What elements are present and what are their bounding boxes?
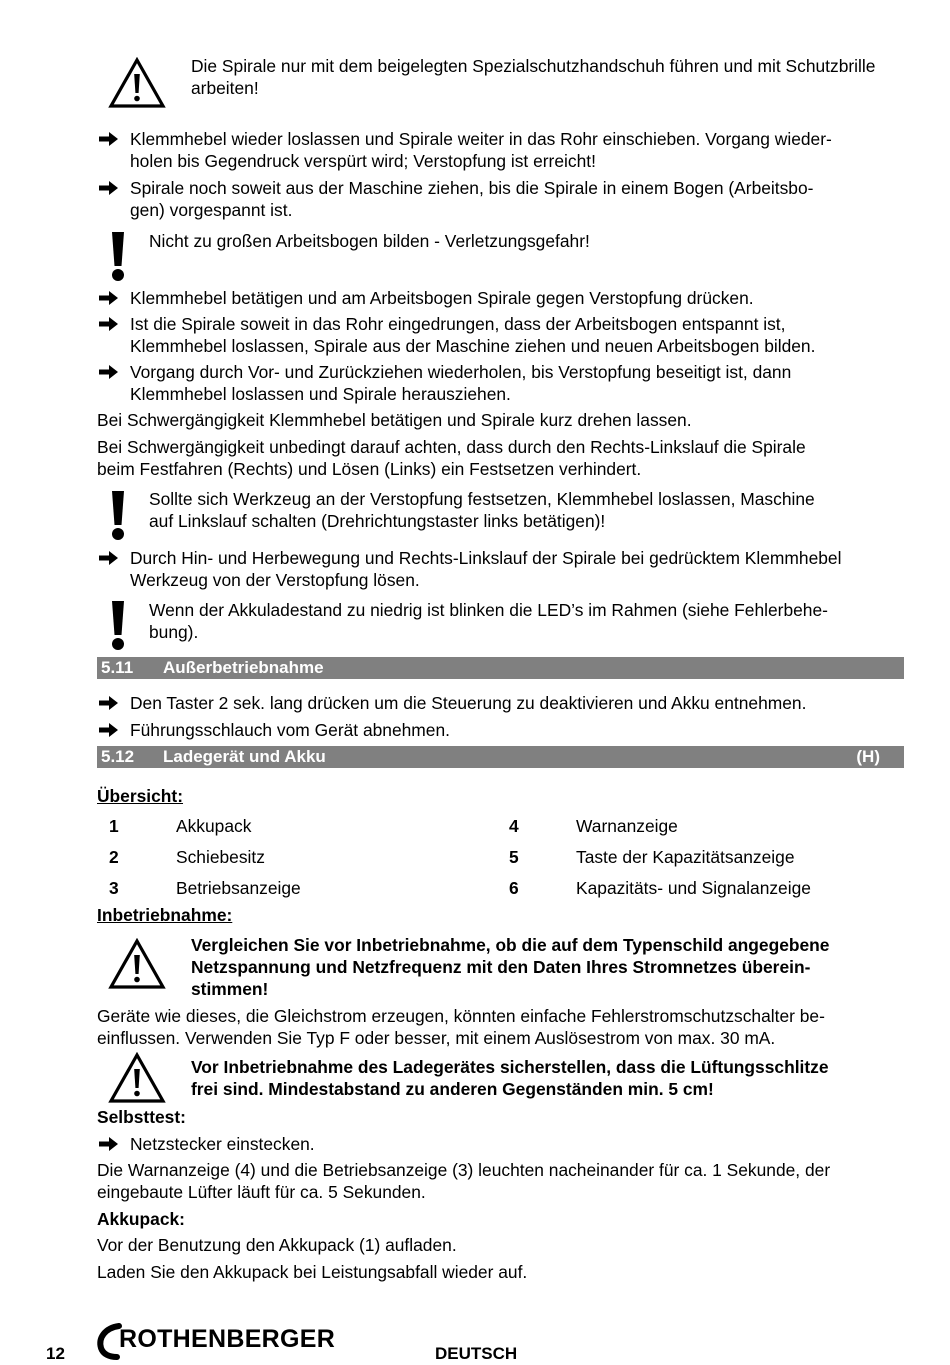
list-item-text: Durch Hin- und Herbewegung und Rechts-Linkslauf der Spirale bei gedrücktem Klemmhebel (130, 548, 842, 568)
overview-item-label: Taste der Kapazitätsanzeige (576, 847, 795, 867)
overview-item-label: Betriebsanzeige (176, 878, 301, 898)
section-heading-5-11 (97, 657, 904, 679)
note-text: Wenn der Akkuladestand zu niedrig ist blinken die LED’s im Rahmen (siehe Fehlerbehe- (149, 600, 828, 620)
list-item-text: Klemmhebel loslassen, Spirale aus der Maschine ziehen und neuen Arbeitsbogen bilden. (130, 336, 816, 356)
arrow-right-icon (97, 361, 121, 383)
list-item-text: Den Taster 2 sek. lang drücken um die Steuerung zu deaktivieren und Akku entnehmen. (130, 693, 807, 713)
arrow-right-icon (97, 719, 121, 741)
list-item (97, 547, 907, 591)
exclamation-icon (108, 230, 128, 282)
note-text: auf Linkslauf schalten (Drehrichtungstaster links betätigen)! (149, 511, 606, 531)
list-item (97, 287, 907, 309)
list-item-text: Werkzeug von der Verstopfung lösen. (130, 570, 420, 590)
paragraph: Bei Schwergängigkeit Klemmhebel betätigen und Spirale kurz drehen lassen. (97, 410, 692, 430)
akkupack-heading: Akkupack: (97, 1209, 185, 1229)
warning-text: Vergleichen Sie vor Inbetriebnahme, ob die auf dem Typenschild angegebene (191, 935, 830, 955)
arrow-right-icon (97, 547, 121, 569)
arrow-right-icon (97, 287, 121, 309)
warning-triangle-icon (108, 1052, 166, 1104)
list-item (97, 313, 907, 357)
note-text: Sollte sich Werkzeug an der Verstopfung festsetzen, Klemmhebel loslassen, Maschine (149, 489, 815, 509)
list-item-text: gen) vorgespannt ist. (130, 200, 293, 220)
list-item (97, 719, 907, 741)
paragraph-line: Geräte wie dieses, die Gleichstrom erzeugen, könnten einfache Fehlerstromschutzschalter be- (97, 1006, 825, 1026)
note-text: Nicht zu großen Arbeitsbogen bilden - Verletzungsgefahr! (149, 231, 590, 251)
overview-item-label: Warnanzeige (576, 816, 678, 836)
arrow-right-icon (97, 1133, 121, 1155)
section-title: Außerbetriebnahme (163, 658, 324, 677)
arrow-right-icon (97, 128, 121, 150)
exclamation-icon (108, 489, 128, 541)
brand-name: ROTHENBERGER (119, 1325, 336, 1353)
note-text: bung). (149, 622, 199, 642)
overview-item-number: 4 (509, 816, 519, 836)
page-number: 12 (46, 1344, 65, 1363)
exclamation-icon (108, 599, 128, 651)
overview-item-number: 6 (509, 878, 519, 898)
overview-item-number: 1 (109, 816, 119, 836)
list-item-text: Ist die Spirale soweit in das Rohr eingedrungen, dass der Arbeitsbogen entspannt ist, (130, 314, 786, 334)
paragraph-line: Die Warnanzeige (4) und die Betriebsanzeige (3) leuchten nacheinander für ca. 1 Sekunde, der (97, 1160, 831, 1180)
overview-heading: Übersicht: (97, 786, 184, 806)
section-code: (H) (856, 747, 880, 766)
selbsttest-heading: Selbsttest: (97, 1107, 186, 1127)
overview-item-label: Akkupack (176, 816, 252, 836)
warning-text: frei sind. Mindestabstand zu anderen Gegenständen min. 5 cm! (191, 1079, 714, 1099)
list-item-text: Spirale noch soweit aus der Maschine ziehen, bis die Spirale in einem Bogen (Arbeitsbo- (130, 178, 814, 198)
list-item-text: Führungsschlauch vom Gerät abnehmen. (130, 720, 450, 740)
list-item-text: holen bis Gegendruck verspürt wird; Verstopfung ist erreicht! (130, 151, 596, 171)
paragraph-line: Bei Schwergängigkeit unbedingt darauf achten, dass durch den Rechts-Linkslauf die Spirale (97, 437, 806, 457)
section-number: 5.12 (101, 747, 135, 766)
overview-item-number: 3 (109, 878, 119, 898)
list-item (97, 1133, 907, 1155)
arrow-right-icon (97, 177, 121, 199)
overview-item-label: Schiebesitz (176, 847, 265, 867)
section-number: 5.11 (101, 658, 134, 677)
paragraph: Vor der Benutzung den Akkupack (1) aufladen. (97, 1235, 457, 1255)
overview-item-number: 5 (509, 847, 519, 867)
list-item (97, 128, 907, 172)
list-item-text: Klemmhebel loslassen und Spirale herausziehen. (130, 384, 511, 404)
warning-text: Netzspannung und Netzfrequenz mit den Daten Ihres Stromnetzes überein- (191, 957, 811, 977)
brand-logo (95, 1322, 355, 1360)
list-item-text: Klemmhebel wieder loslassen und Spirale weiter in das Rohr einschieben. Vorgang wieder- (130, 129, 832, 149)
warning-text: Vor Inbetriebnahme des Ladegerätes sicherstellen, dass die Lüftungsschlitze (191, 1057, 829, 1077)
section-title: Ladegerät und Akku (163, 747, 326, 766)
language-label: DEUTSCH (435, 1344, 518, 1363)
arrow-right-icon (97, 692, 121, 714)
list-item (97, 692, 907, 714)
section-heading-5-12 (97, 746, 904, 768)
paragraph: Laden Sie den Akkupack bei Leistungsabfall wieder auf. (97, 1262, 528, 1282)
inbetriebnahme-heading: Inbetriebnahme: (97, 905, 233, 925)
paragraph-line: eingebaute Lüfter läuft für ca. 5 Sekunden. (97, 1182, 426, 1202)
list-item (97, 177, 907, 221)
warning-text: stimmen! (191, 979, 269, 999)
list-item-text: Klemmhebel betätigen und am Arbeitsbogen Spirale gegen Verstopfung drücken. (130, 288, 754, 308)
overview-item-number: 2 (109, 847, 119, 867)
paragraph-line: beim Festfahren (Rechts) und Lösen (Links) ein Festsetzen verhindert. (97, 459, 642, 479)
overview-item-label: Kapazitäts- und Signalanzeige (576, 878, 811, 898)
list-item-text: Vorgang durch Vor- und Zurückziehen wiederholen, bis Verstopfung beseitigt ist, dann (130, 362, 792, 382)
list-item-text: Netzstecker einstecken. (130, 1134, 315, 1154)
warning-triangle-icon (108, 938, 166, 990)
arrow-right-icon (97, 313, 121, 335)
paragraph-line: einflussen. Verwenden Sie Typ F oder besser, mit einem Auslösestrom von max. 30 mA. (97, 1028, 776, 1048)
list-item (97, 361, 907, 405)
warning-triangle-icon (108, 57, 166, 109)
warning-text: Die Spirale nur mit dem beigelegten Spezialschutzhandschuh führen und mit Schutzbrille arbeiten! (191, 56, 876, 98)
